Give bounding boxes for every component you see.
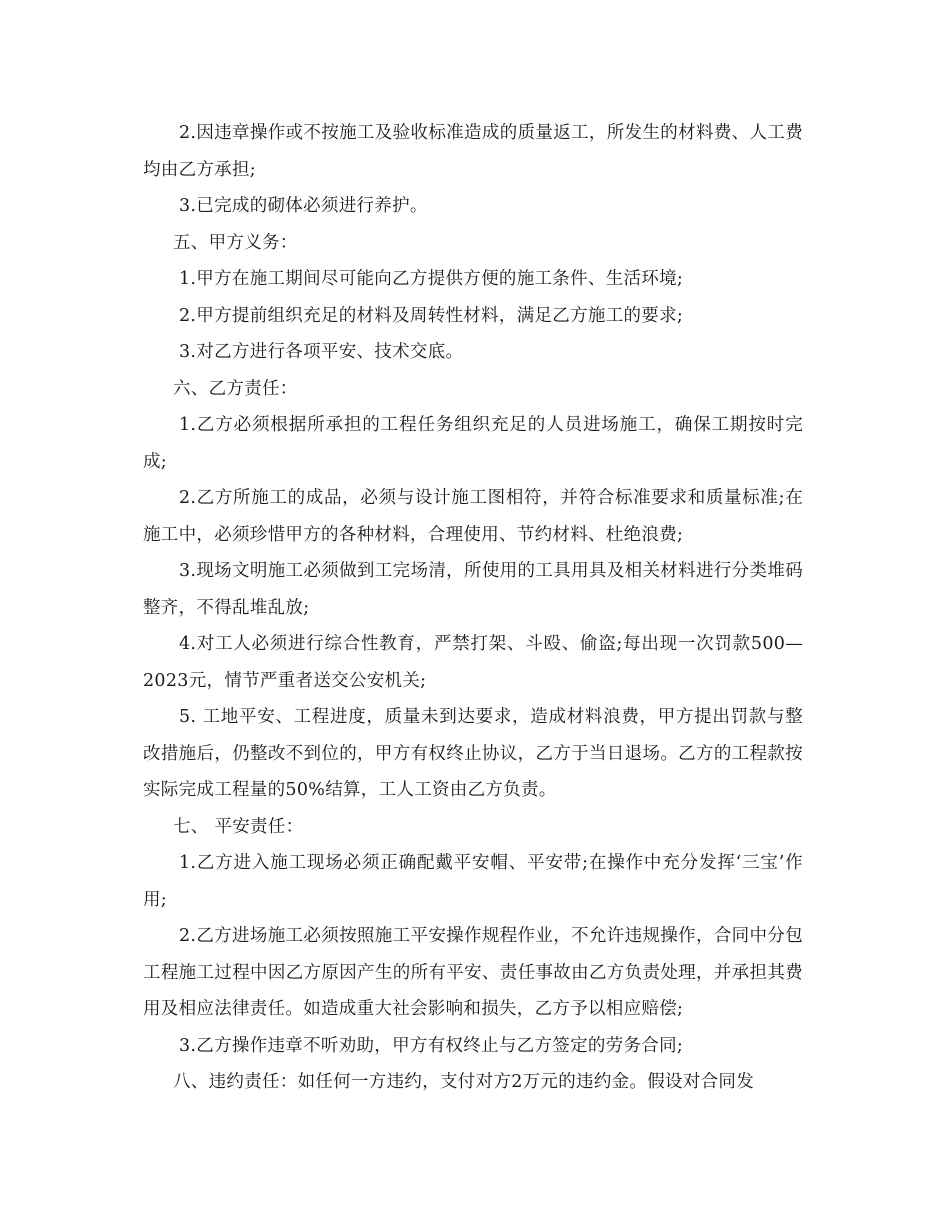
paragraph-clause-6-2: 2.乙方所施工的成品，必须与设计施工图相符，并符合标准要求和质量标准;在施工中，必须珍惜甲方的各种材料，合理使用、节约材料、杜绝浪费; xyxy=(143,488,803,545)
paragraph-clause-5-2: 2.甲方提前组织充足的材料及周转性材料，满足乙方施工的要求; xyxy=(179,305,684,326)
document-body xyxy=(143,115,803,1101)
section-heading-8: 八、违约责任：如任何一方违约，支付对方2万元的违约金。假设对合同发 xyxy=(173,1072,755,1092)
section-heading-7: 七、 平安责任： xyxy=(173,816,304,837)
paragraph-clause-6-3: 3.现场文明施工必须做到工完场清，所使用的工具用具及相关材料进行分类堆码整齐，不得乱堆乱放; xyxy=(143,561,803,618)
paragraph-clause-4-3: 3.已完成的砌体必须进行养护。 xyxy=(179,196,428,216)
paragraph-clause-6-4: 4.对工人必须进行综合性教育，严禁打架、斗殴、偷盗;每出现一次罚款500—2023元，情节严重者送交公安机关; xyxy=(143,634,803,691)
section-heading-6: 六、乙方责任： xyxy=(173,378,298,399)
paragraph-clause-6-1: 1.乙方必须根据所承担的工程任务组织充足的人员进场施工，确保工期按时完成; xyxy=(143,415,803,472)
paragraph-clause-7-3: 3.乙方操作违章不听劝助，甲方有权终止与乙方签定的劳务合同; xyxy=(179,1035,684,1056)
paragraph-clause-5-3: 3.对乙方进行各项平安、技术交底。 xyxy=(179,342,464,362)
paragraph-clause-6-5: 5. 工地平安、工程进度，质量未到达要求，造成材料浪费，甲方提出罚款与整改措施后，仍整改不到位的，甲方有权终止协议，乙方于当日退场。乙方的工程款按实际完成工程量的50%结算，工人工资由乙方负责。 xyxy=(143,707,803,800)
section-heading-5: 五、甲方义务： xyxy=(173,232,298,253)
paragraph-clause-7-2: 2.乙方进场施工必须按照施工平安操作规程作业，不允许违规操作，合同中分包工程施工过程中因乙方原因产生的所有平安、责任事故由乙方负责处理，并承担其费用及相应法律责任。如造成重大社会影响和损失，乙方予以相应赔偿; xyxy=(143,926,803,1019)
paragraph-clause-4-2: 2.因违章操作或不按施工及验收标准造成的质量返工，所发生的材料费、人工费均由乙方承担; xyxy=(143,123,803,180)
paragraph-clause-7-1: 1.乙方进入施工现场必须正确配戴平安帽、平安带;在操作中充分发挥‘三宝’作用; xyxy=(143,853,803,910)
paragraph-clause-5-1: 1.甲方在施工期间尽可能向乙方提供方便的施工条件、生活环境; xyxy=(179,269,684,289)
